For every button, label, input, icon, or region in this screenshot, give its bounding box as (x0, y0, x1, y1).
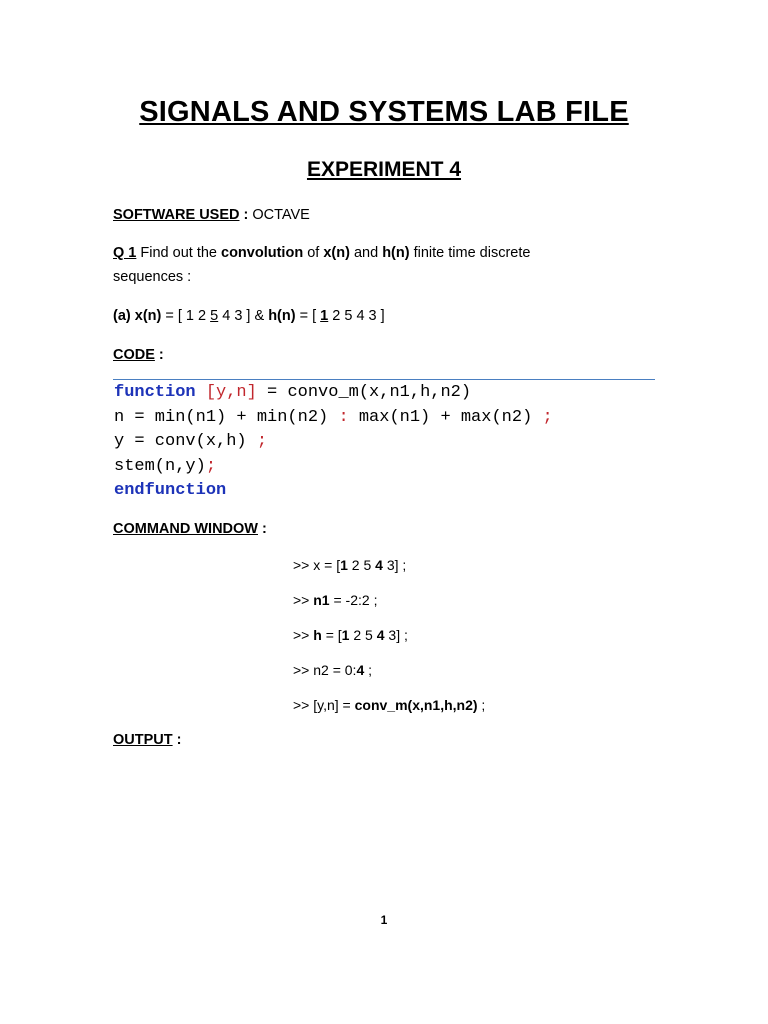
part-a-line (113, 306, 385, 326)
part-a-text: = [ (295, 308, 321, 324)
command-text: 3] ; (382, 557, 407, 573)
software-line (113, 205, 310, 225)
question-keyword: convolution (221, 245, 304, 261)
code-text: y = conv(x,h) (114, 432, 257, 451)
code-operator: : (338, 407, 349, 427)
command-text: = -2:2 ; (329, 592, 378, 608)
command-line-2 (293, 590, 377, 610)
command-bold: 1 (340, 557, 348, 573)
question-text: of (303, 245, 324, 261)
software-label: SOFTWARE USED (113, 207, 240, 223)
code-keyword: function (114, 383, 196, 402)
output-heading (113, 730, 181, 750)
code-semicolon: ; (205, 456, 217, 476)
command-bold: 1 (341, 627, 350, 643)
question-line-2: sequences : (113, 269, 192, 285)
code-heading-sep: : (154, 347, 164, 363)
command-heading-sep: : (257, 521, 267, 537)
command-bold: conv_m(x,n1,h,n2) (354, 697, 478, 713)
command-bold: 4 (376, 627, 385, 643)
part-a-label: (a) x(n) (113, 308, 162, 324)
command-bold: 4 (375, 557, 383, 573)
code-line-1 (114, 381, 553, 406)
question-label: Q 1 (113, 245, 137, 261)
command-text: >> x = [ (293, 557, 341, 573)
software-value: OCTAVE (252, 207, 310, 223)
code-semicolon: ; (256, 432, 268, 451)
code-heading-label: CODE (113, 347, 155, 363)
command-text: 2 5 (349, 627, 377, 643)
code-text: max(n1) + max(n2) (348, 407, 543, 427)
code-text: = convo_m(x,n1,h,n2) (256, 383, 472, 402)
command-window-heading (113, 519, 267, 539)
question-xn: x(n) (323, 245, 350, 261)
part-a-text: 4 3 ] & (218, 308, 269, 324)
command-text: >> (293, 592, 314, 608)
code-divider (113, 379, 655, 380)
code-line-3 (114, 430, 553, 455)
command-line-3 (293, 625, 408, 645)
question-text: Find out the (136, 245, 222, 261)
command-text: >> (293, 627, 314, 643)
question-text: and (349, 245, 383, 261)
experiment-heading: EXPERIMENT 4 (306, 158, 462, 181)
part-a-origin-x: 5 (210, 308, 219, 324)
command-text: >> n2 = 0: (293, 662, 357, 678)
code-block (114, 381, 553, 504)
question-line-1 (113, 243, 530, 263)
command-text: ; (364, 662, 373, 678)
part-a-text: 2 5 4 3 ] (328, 308, 385, 324)
question-text: finite time discrete (409, 245, 531, 261)
command-line-1 (293, 555, 406, 575)
code-line-4 (114, 455, 553, 480)
code-heading (113, 345, 164, 365)
command-text: 3] ; (384, 627, 408, 643)
output-heading-label: OUTPUT (113, 732, 173, 748)
code-text: n = min(n1) + min(n2) (114, 407, 339, 427)
code-text: stem(n,y) (114, 456, 206, 476)
command-heading-label: COMMAND WINDOW (113, 521, 258, 537)
command-text: >> [y,n] = (293, 697, 355, 713)
question-hn: h(n) (382, 245, 410, 261)
command-bold: n1 (313, 592, 330, 608)
code-semicolon: ; (542, 407, 553, 427)
command-line-5 (293, 695, 485, 715)
code-line-5 (114, 479, 553, 504)
page-number: 1 (380, 913, 388, 927)
output-heading-sep: : (172, 732, 182, 748)
command-text: = [ (321, 627, 342, 643)
code-output-args: [y,n] (195, 383, 257, 402)
part-a-text: = [ 1 2 (161, 308, 211, 324)
command-bold: h (313, 627, 322, 643)
code-keyword: endfunction (114, 481, 227, 500)
code-line-2 (114, 406, 553, 431)
command-text: 2 5 (347, 557, 376, 573)
software-sep: : (239, 207, 253, 223)
command-text: ; (477, 697, 486, 713)
document-title: SIGNALS AND SYSTEMS LAB FILE (139, 96, 629, 128)
part-a-origin-h: 1 (320, 308, 329, 324)
command-line-4 (293, 660, 372, 680)
part-a-hn: h(n) (268, 308, 296, 324)
command-bold: 4 (356, 662, 365, 678)
